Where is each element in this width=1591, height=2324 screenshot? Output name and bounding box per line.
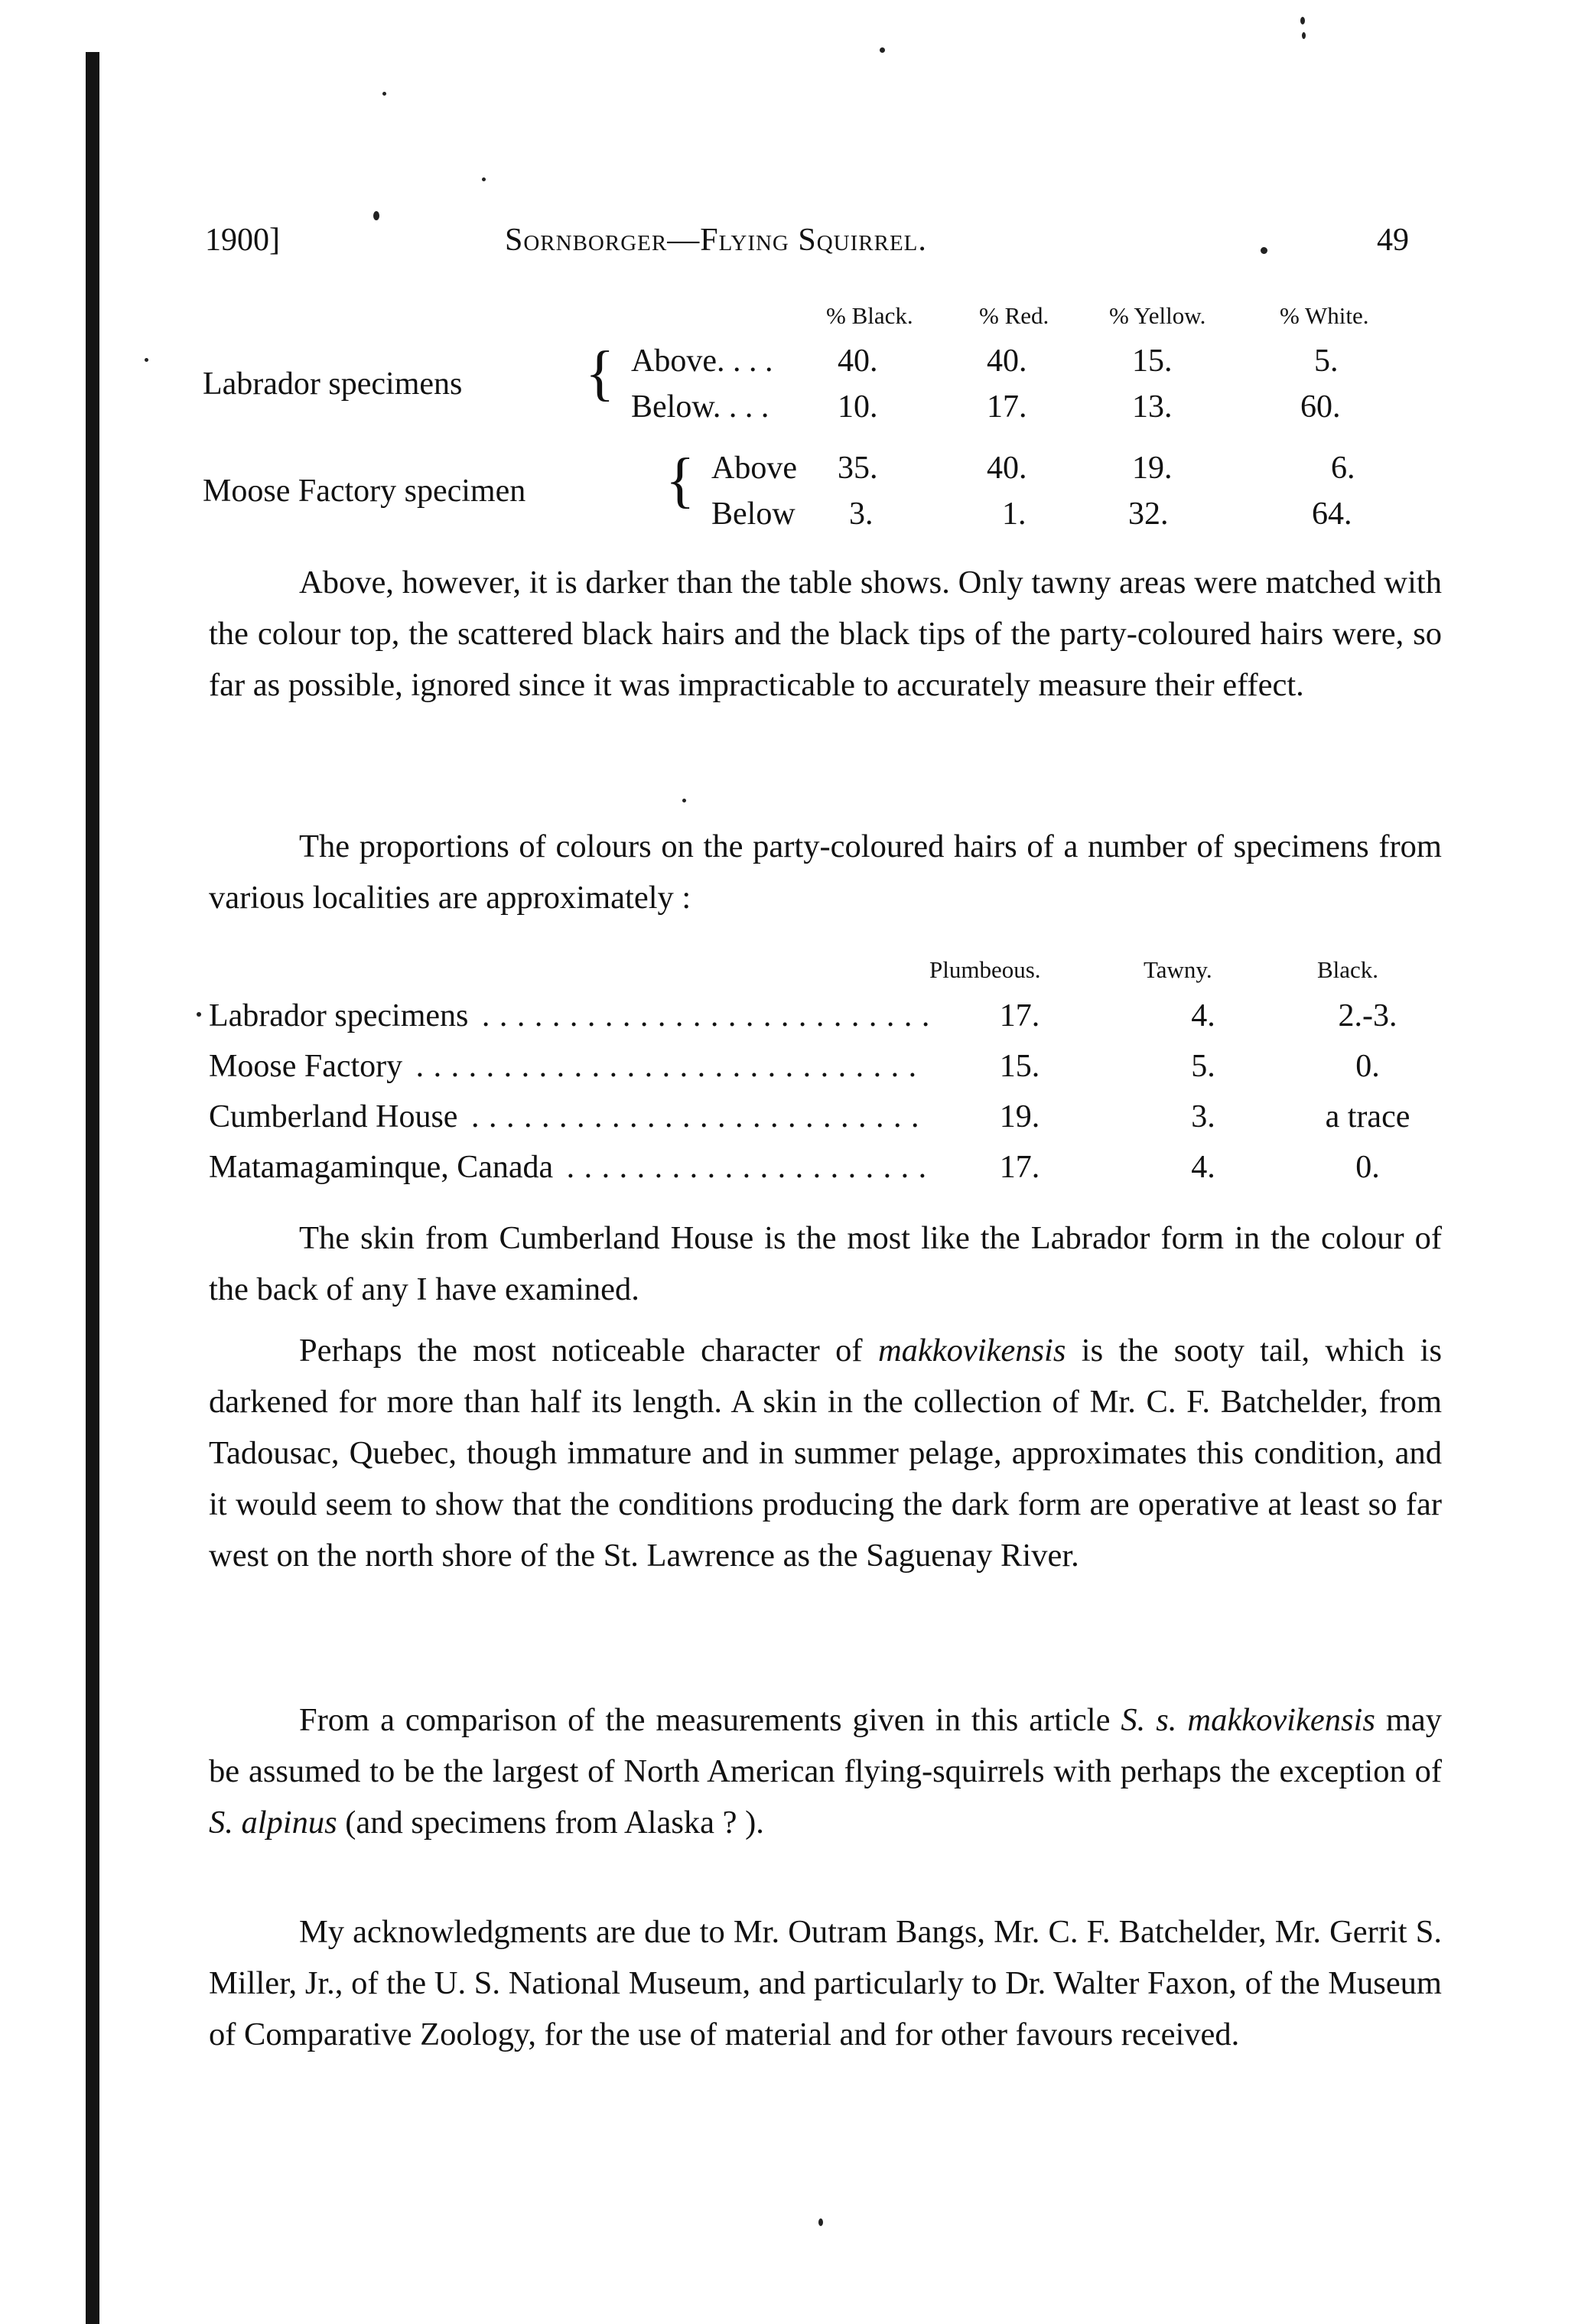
table-cell: 0. [1355,1150,1380,1185]
table-cell: 64. [1312,496,1352,532]
table2-header-plumbeous: Plumbeous. [929,956,1041,983]
table-cell: 3. [1191,1099,1215,1134]
paragraph-proportions-intro: The proportions of colours on the party-coloured hairs of a number of specimens from various localities are approximately : [209,828,1442,916]
paragraph-darker-note: Above, however, it is darker than the table shows. Only tawny areas were matched with the colour top, the scattered black hairs and the black tips of the party-coloured hairs were, so far as possible, ignored since it was impracticable to accurately measure their effect. [209,565,1442,703]
table-cell: 17. [987,389,1027,425]
ink-speck [382,92,386,96]
species-name: S. s. makkovikensis [1121,1702,1375,1738]
table-cell: 35. [838,451,878,486]
group-label-labrador: Labrador specimens [203,366,463,402]
table-cell: 6. [1331,451,1355,486]
table-cell: 40. [987,451,1027,486]
table-cell: 17. [999,1150,1040,1185]
table-cell: 3. [849,496,874,532]
table-cell: 19. [1132,451,1173,486]
table-cell: 2.-3. [1338,998,1397,1033]
ink-speck [880,47,885,53]
paragraph-comparison: From a comparison of the measurements given in this article S. s. makkovikensis may be assumed to be the largest of North American flying-squirrels with perhaps the exception of S. alpinus (and specimens from Alaska ? ). [209,1702,1442,1841]
ink-speck [197,1012,201,1017]
brace-glyph: { [585,340,615,407]
ink-speck [1261,247,1267,254]
ink-speck [1302,32,1306,39]
species-name: makkovikensis [877,1333,1066,1369]
paragraph-sooty-tail: Perhaps the most noticeable character of makkovikensis is the sooty tail, which is darkened for more than half its length. A skin in the collection of Mr. C. F. Batchelder, from Tadousac, Quebec, though immature and in summer pelage, approximates this condition, and it would seem to show that the conditions producing the dark form are operative at least so far west on the north shore of the St. Lawrence as the Saguenay River. [209,1333,1442,1574]
table-cell: 5. [1191,1049,1215,1084]
table-cell: 15. [1132,343,1173,379]
row-sub-label: Above. . . . [631,343,773,379]
table-cell: 17. [999,998,1040,1033]
table-cell: a trace [1325,1099,1410,1134]
table-cell: 15. [999,1049,1040,1084]
table-cell: 13. [1132,389,1173,425]
group-label-moose-factory: Moose Factory specimen [203,474,526,509]
page-number: 49 [1377,223,1409,258]
table-cell: 4. [1191,998,1215,1033]
ink-speck [145,358,148,362]
running-title: Sornborger—Flying Squirrel. [505,223,927,258]
table-cell: 19. [999,1099,1040,1134]
row-sub-label: Above [711,451,797,486]
table-cell: 1. [1002,496,1027,532]
locality-name: Cumberland House [209,1099,462,1134]
paragraph-cumberland-house: The skin from Cumberland House is the most like the Labrador form in the colour of the back of any I have examined. [209,1220,1442,1307]
paragraph-acknowledgments: My acknowledgments are due to Mr. Outram Bangs, Mr. C. F. Batchelder, Mr. Gerrit S. Miller, Jr., of the U. S. National Museum, and particularly to Dr. Walter Faxon, of the Museum of Comparative Zoology, for the use of material and for other favours received. [209,1914,1442,2052]
table1-header-black: % Black. [826,302,913,329]
ink-speck [818,2218,823,2226]
table1-header-yellow: % Yellow. [1109,302,1206,329]
table-cell: 0. [1355,1049,1380,1084]
brace-glyph: { [665,447,695,514]
table1-header-white: % White. [1280,302,1369,329]
locality-name: Labrador specimens [209,998,473,1033]
table-cell: 5. [1314,343,1339,379]
locality-name: Moose Factory [209,1049,407,1084]
table2-header-black: Black. [1317,956,1379,983]
table2-header-tawny: Tawny. [1144,956,1212,983]
ink-speck [682,799,686,802]
table-cell: 10. [838,389,878,425]
row-sub-label: Below [711,496,796,532]
locality-name: Matamagaminque, Canada [209,1150,558,1185]
table1-header-red: % Red. [979,302,1049,329]
table-cell: 60. [1300,389,1341,425]
table-cell: 40. [838,343,878,379]
ink-speck [373,211,379,220]
ink-speck [1300,17,1305,24]
book-binding-edge [86,52,99,2324]
species-name: S. alpinus [209,1805,337,1841]
header-year: 1900] [205,223,280,258]
ink-speck [482,177,486,181]
row-sub-label: Below. . . . [631,389,769,425]
table-cell: 40. [987,343,1027,379]
table-cell: 32. [1128,496,1169,532]
table-cell: 4. [1191,1150,1215,1185]
